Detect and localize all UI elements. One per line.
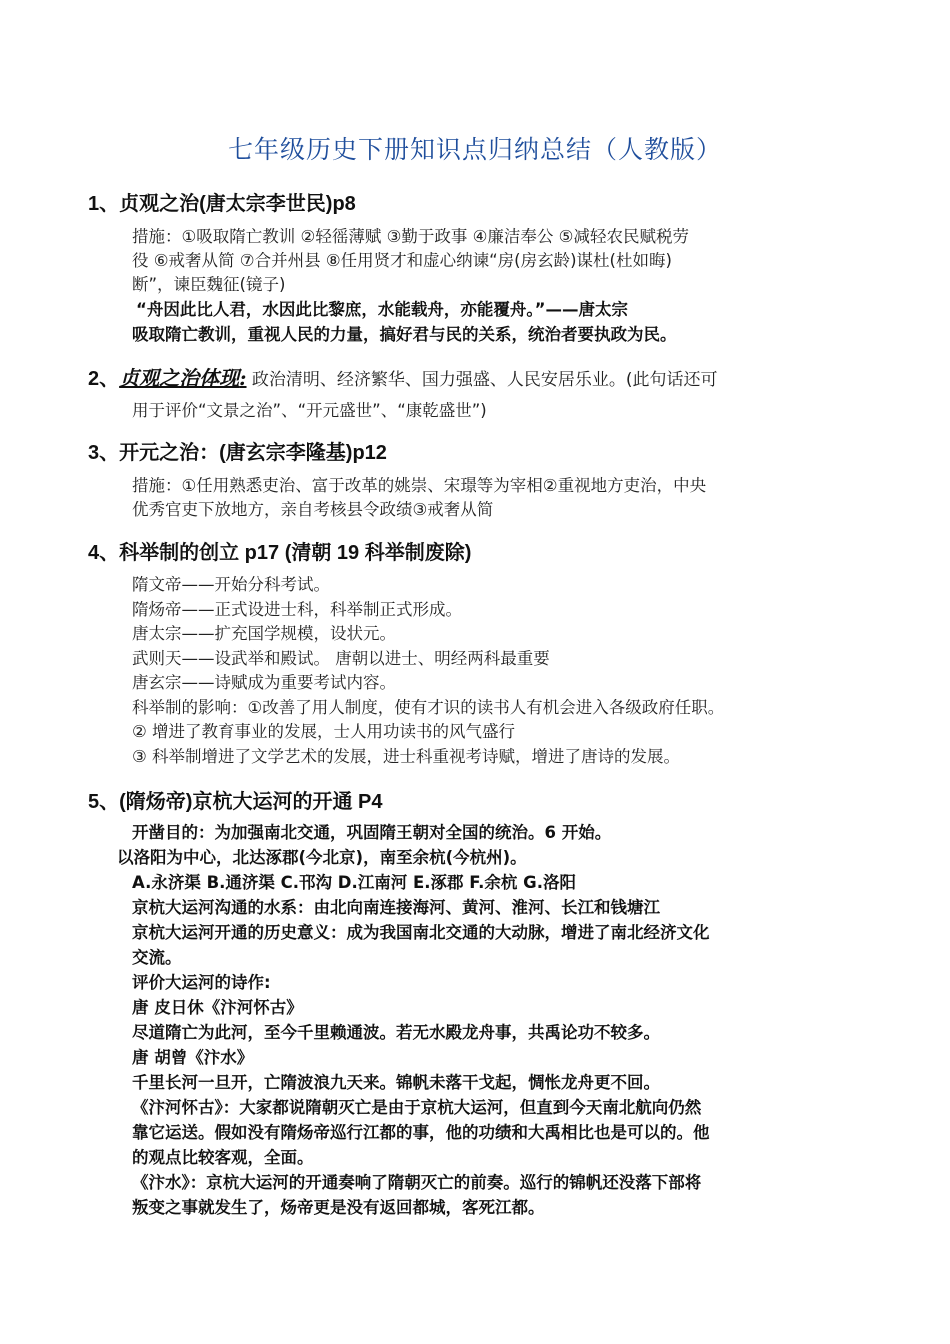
- page-title: 七年级历史下册知识点归纳总结（人教版）: [227, 135, 722, 164]
- section-4-line: 科举制的影响：①改善了用人制度，使有才识的读书人有机会进入各级政府任职。: [132, 698, 725, 717]
- section-5-heading: 5、(隋炀帝)京杭大运河的开通 P4: [88, 791, 383, 813]
- section-3-line: 措施：①任用熟悉吏治、富于改革的姚崇、宋璟等为宰相②重视地方吏治，中央: [132, 476, 707, 495]
- section-2-tail: 政治清明、经济繁华、国力强盛、人民安居乐业。(此句话还可: [246, 370, 718, 390]
- section-1-heading: 1、贞观之治(唐太宗李世民)p8: [88, 193, 356, 215]
- section-2-line: 用于评价“文景之治”、“开元盛世”、“康乾盛世”): [132, 401, 487, 420]
- section-5-line: 千里长河一旦开，亡隋波浪九天来。锦帆未落干戈起，惆怅龙舟更不回。: [132, 1073, 660, 1092]
- section-2-heading: [88, 362, 718, 391]
- section-5-line: 交流。: [132, 948, 182, 967]
- section-4-line: 隋文帝——开始分科考试。: [132, 575, 330, 594]
- section-1-line: 役 ⑥戒奢从简 ⑦合并州县 ⑧任用贤才和虚心纳谏“房(房玄龄)谋杜(杜如晦): [132, 251, 672, 270]
- section-1-line: 断”，谏臣魏征(镜子): [132, 275, 286, 294]
- section-4-line: 武则天——设武举和殿试。 唐朝以进士、明经两科最重要: [132, 649, 550, 668]
- section-5-line: 的观点比较客观，全面。: [132, 1148, 314, 1167]
- section-5-line: 《汴水》：京杭大运河的开通奏响了隋朝灭亡的前奏。巡行的锦帆还没落下部将: [132, 1173, 702, 1192]
- section-1-summary: 吸取隋亡教训，重视人民的力量，搞好君与民的关系，统治者要执政为民。: [132, 325, 677, 344]
- section-5-line: 京杭大运河开通的历史意义：成为我国南北交通的大动脉，增进了南北经济文化: [132, 923, 710, 942]
- section-4-line: ② 增进了教育事业的发展，士人用功读书的风气盛行: [132, 722, 516, 741]
- section-4-line: 隋炀帝——正式设进士科，科举制正式形成。: [132, 600, 462, 619]
- section-2-keyword: 贞观之治体现: [119, 366, 240, 390]
- section-1-line: 措施：①吸取隋亡教训 ②轻徭薄赋 ③勤于政事 ④廉洁奉公 ⑤减轻农民赋税劳: [132, 227, 689, 246]
- section-2-colon: :: [239, 366, 247, 390]
- section-4-line: 唐太宗——扩充国学规模，设状元。: [132, 624, 396, 643]
- section-5-line: 叛变之事就发生了，炀帝更是没有返回都城，客死江都。: [132, 1198, 545, 1217]
- section-5-line: 尽道隋亡为此河，至今千里赖通波。若无水殿龙舟事，共禹论功不较多。: [132, 1023, 660, 1042]
- section-2-number: 2、: [88, 368, 120, 390]
- section-1-quote: “舟因此比人君，水因此比黎庶，水能载舟，亦能覆舟。”——唐太宗: [136, 300, 628, 319]
- section-3-line: 优秀官吏下放地方，亲自考核县令政绩③戒奢从简: [132, 500, 494, 519]
- section-5-line: 《汴河怀古》：大家都说隋朝灭亡是由于京杭大运河，但直到今天南北航向仍然: [132, 1098, 702, 1117]
- section-5-line: 以洛阳为中心，北达涿郡(今北京)，南至余杭(今杭州)。: [117, 848, 527, 867]
- section-3-heading: 3、开元之治：(唐玄宗李隆基)p12: [88, 442, 387, 464]
- section-4-line: 唐玄宗——诗赋成为重要考试内容。: [132, 673, 396, 692]
- section-5-line: 评价大运河的诗作:: [132, 973, 271, 992]
- section-5-line: 开凿目的：为加强南北交通，巩固隋王朝对全国的统治。6 开始。: [132, 823, 612, 842]
- section-4-line: ③ 科举制增进了文学艺术的发展，进士科重视考诗赋，增进了唐诗的发展。: [132, 747, 681, 766]
- section-5-line: 唐 胡曾《汴水》: [132, 1048, 254, 1067]
- section-5-line: 京杭大运河沟通的水系：由北向南连接海河、黄河、淮河、长江和钱塘江: [132, 898, 660, 917]
- section-5-line: 靠它运送。假如没有隋炀帝巡行江都的事，他的功绩和大禹相比也是可以的。他: [132, 1123, 710, 1142]
- section-5-line: A.永济渠 B.通济渠 C.邗沟 D.江南河 E.涿郡 F.余杭 G.洛阳: [132, 873, 576, 892]
- section-4-heading: 4、科举制的创立 p17 (清朝 19 科举制废除): [88, 542, 472, 564]
- section-5-line: 唐 皮日休《汴河怀古》: [132, 998, 303, 1017]
